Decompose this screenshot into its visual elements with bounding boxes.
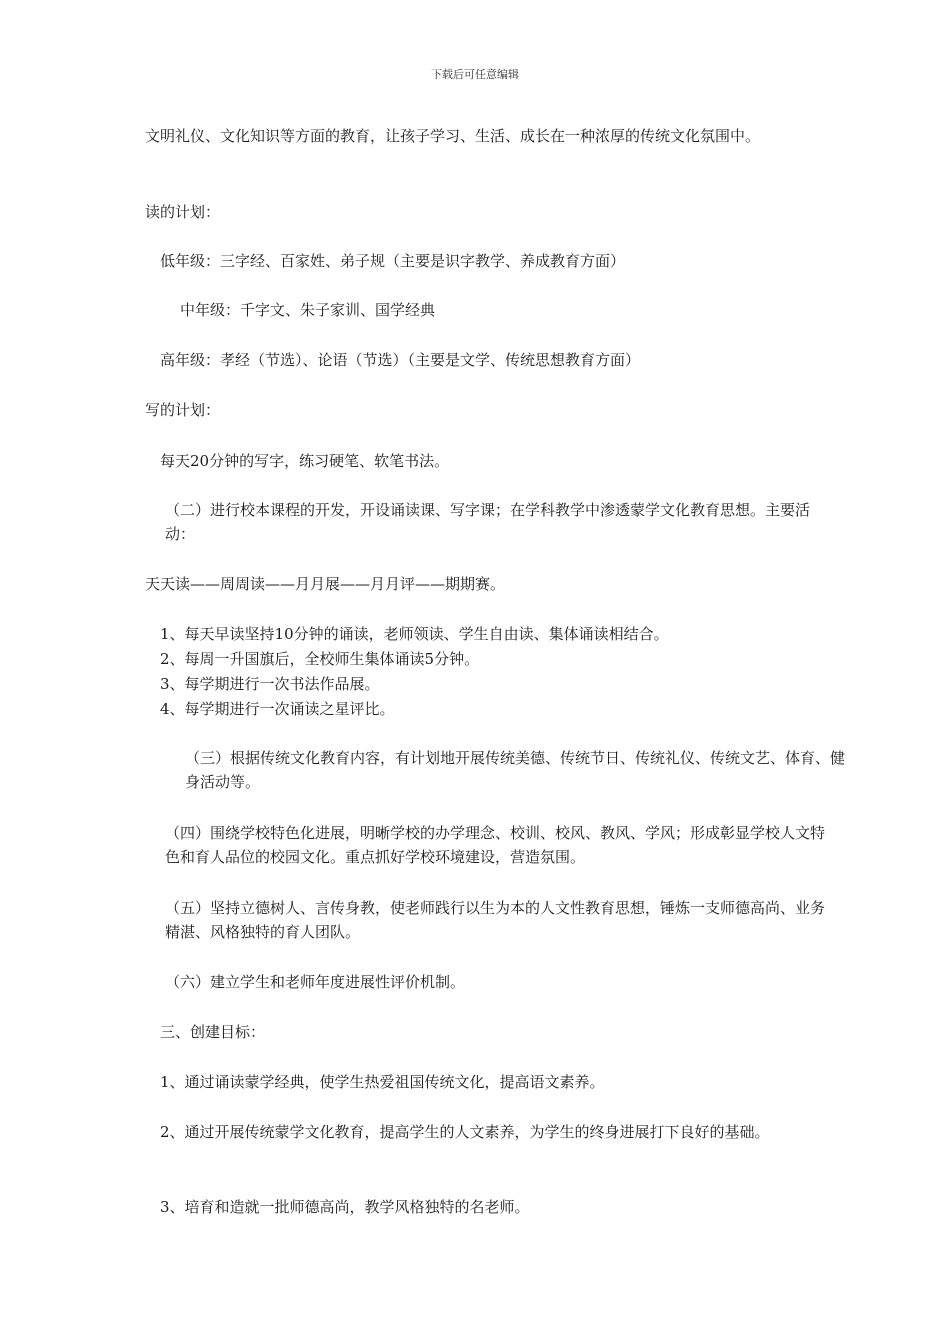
list-item: 2、每周一升国旗后，全校师生集体诵读5分钟。 <box>160 650 480 668</box>
paragraph-reading-plan: 读的计划： <box>145 203 221 221</box>
list-item: 1、每天早读坚持10分钟的诵读，老师领读、学生自由读、集体诵读相结合。 <box>160 625 669 643</box>
paragraph-section-2: （二）进行校本课程的开发，开设诵读课、写字课；在学科教学中渗透蒙学文化教育思想。主要活动： <box>165 501 811 543</box>
paragraph-intro: 文明礼仪、文化知识等方面的教育，让孩子学习、生活、成长在一种浓厚的传统文化氛围中。 <box>145 127 761 145</box>
paragraph-goals-heading: 三、创建目标： <box>160 1023 266 1041</box>
list-item: 4、每学期进行一次诵读之星评比。 <box>160 700 395 718</box>
paragraph-activity-chain: 天天读——周周读——月月展——月月评——期期赛。 <box>145 575 506 593</box>
paragraph-goal-3: 3、培育和造就一批师德高尚，教学风格独特的名老师。 <box>160 1198 530 1216</box>
paragraph-section-4: （四）围绕学校特色化进展，明晰学校的办学理念、校训、校风、教风、学风；形成彰显学校人文特色和育人品位的校园文化。重点抓好学校环境建设，营造氛围。 <box>165 824 826 866</box>
paragraph-section-3: （三）根据传统文化教育内容，有计划地开展传统美德、传统节日、传统礼仪、传统文艺、体育、健身活动等。 <box>185 749 846 791</box>
paragraph-goal-1: 1、通过诵读蒙学经典，使学生热爱祖国传统文化，提高语文素养。 <box>160 1073 605 1091</box>
paragraph-goal-2: 2、通过开展传统蒙学文化教育，提高学生的人文素养，为学生的终身进展打下良好的基础。 <box>160 1123 770 1141</box>
page-header: 下载后可任意编辑 <box>431 68 519 81</box>
paragraph-writing-plan: 写的计划： <box>145 401 221 419</box>
paragraph-upper-grade: 高年级：孝经（节选）、论语（节选）（主要是文学、传统思想教育方面） <box>160 351 641 369</box>
paragraph-middle-grade: 中年级：千字文、朱子家训、国学经典 <box>180 301 436 319</box>
list-item: 3、每学期进行一次书法作品展。 <box>160 675 380 693</box>
paragraph-section-6: （六）建立学生和老师年度进展性评价机制。 <box>165 973 466 991</box>
paragraph-section-5: （五）坚持立德树人、言传身教，使老师践行以生为本的人文性教育思想，锤炼一支师德高尚、业务精湛、风格独特的育人团队。 <box>165 899 826 941</box>
paragraph-daily-writing: 每天20分钟的写字，练习硬笔、软笔书法。 <box>160 452 450 470</box>
paragraph-lower-grade: 低年级：三字经、百家姓、弟子规（主要是识字教学、养成教育方面） <box>160 252 626 270</box>
